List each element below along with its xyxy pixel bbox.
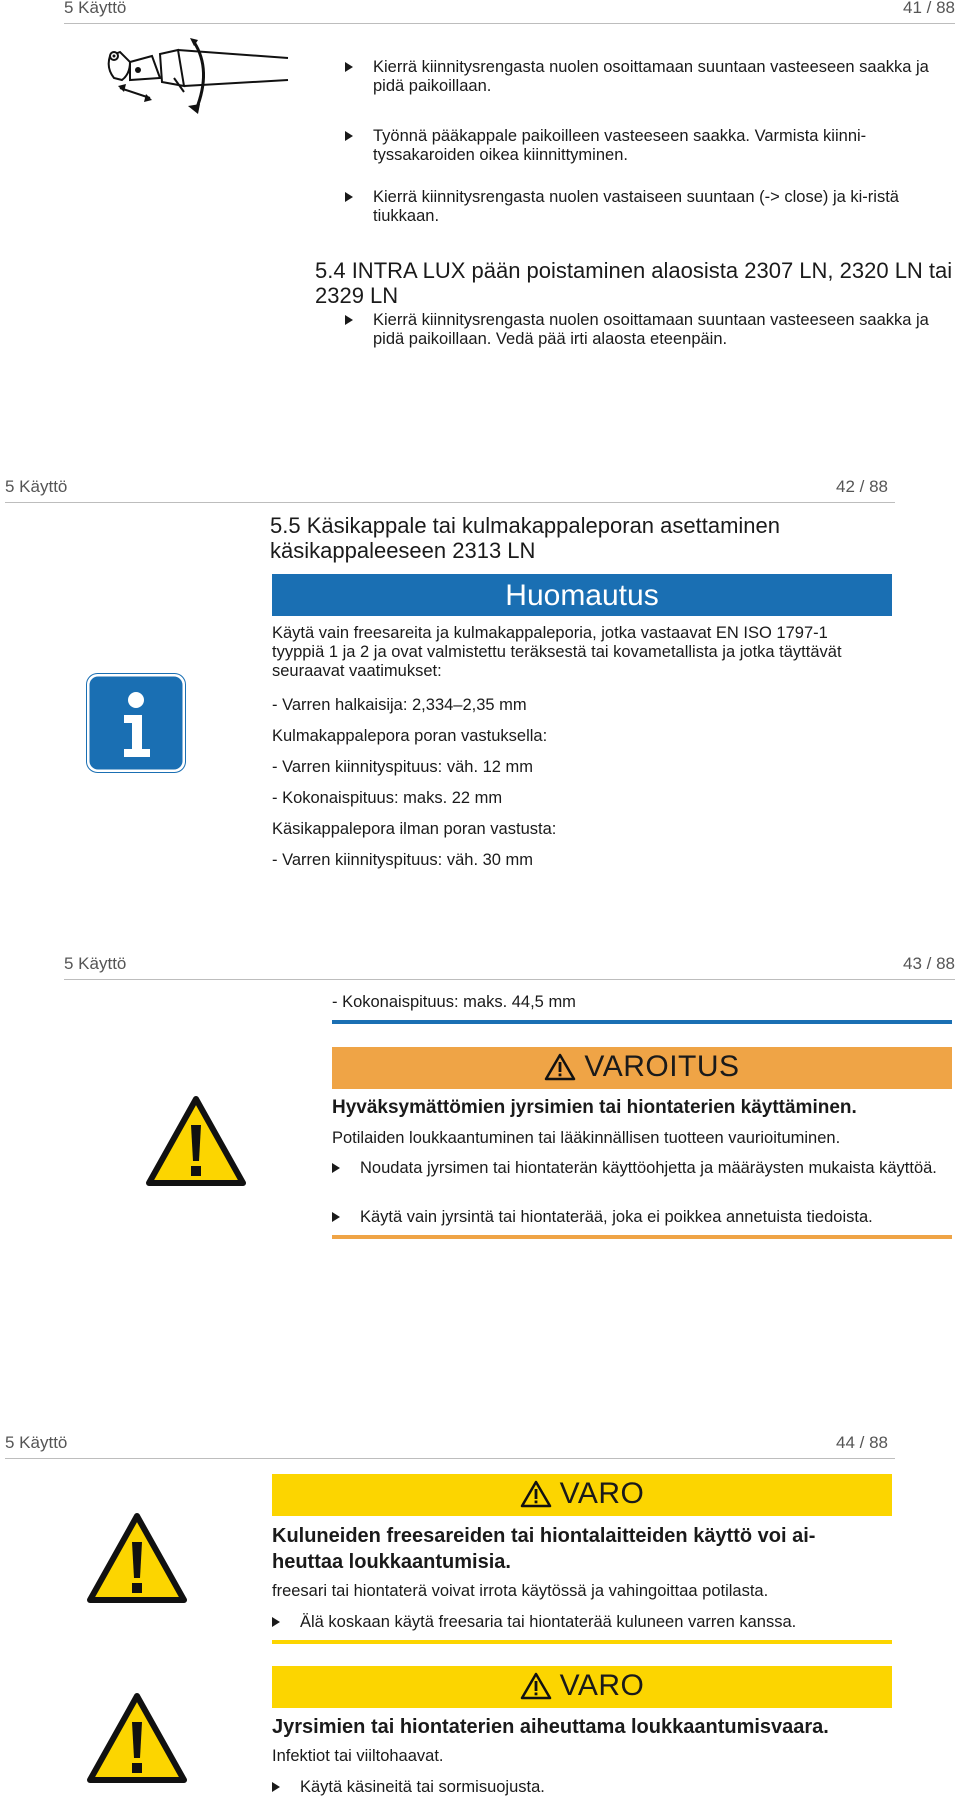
continued-line: - Kokonaispituus: maks. 44,5 mm [332, 993, 576, 1011]
section-heading: 5.5 Käsikappale tai kulmakappaleporan asettaminen käsikappaleeseen 2313 LN [270, 513, 780, 563]
bullet-arrow-icon [345, 192, 353, 202]
list-item: Käytä vain jyrsintä tai hiontaterää, joka ei poikkea annetuista tiedoista. [332, 1208, 952, 1227]
list-item: Kierrä kiinnitysrengasta nuolen osoittamaan suuntaan vasteeseen saakka ja pidä paikoillaan. Vedä pää irti alaosta eteenpäin. [345, 311, 945, 349]
page-header: 5 Käyttö [64, 954, 127, 973]
page-header: 5 Käyttö [5, 1433, 68, 1452]
notice-title-bar: Huomautus [272, 574, 892, 616]
notice-line: - Varren kiinnityspituus: väh. 30 mm [272, 851, 534, 869]
warning-triangle-icon [86, 1512, 188, 1604]
warning-title: VAROITUS [584, 1050, 740, 1083]
list-item: Älä koskaan käytä freesaria tai hiontaterää kuluneen varren kanssa. [272, 1613, 892, 1632]
page-number: 42 / 88 [836, 477, 888, 496]
notice-line: - Kokonaispituus: maks. 22 mm [272, 789, 503, 807]
warning-triangle-icon [86, 1692, 188, 1784]
bullet-arrow-icon [332, 1212, 340, 1222]
warning-text: Potilaiden loukkaantuminen tai lääkinnällisen tuotteen vaurioituminen. [332, 1129, 841, 1147]
warning-title-bar [332, 1047, 952, 1089]
warning-triangle-icon [520, 1672, 552, 1700]
header-divider [64, 979, 955, 980]
caution-end-rule [272, 1640, 892, 1644]
header-divider [5, 1458, 895, 1459]
bullet-arrow-icon [345, 315, 353, 325]
caution-heading: Kuluneiden freesareiden tai hiontalaitteiden käyttö voi ai-heuttaa loukkaantumisia. [272, 1525, 816, 1573]
list-item: Työnnä pääkappale paikoilleen vasteeseen saakka. Varmista kiinni-tyssakaroiden oikea kiinnittyminen. [345, 127, 945, 165]
handpiece-illustration-icon [100, 34, 290, 114]
bullet-arrow-icon [272, 1782, 280, 1792]
caution-title: VARO [559, 1477, 645, 1510]
info-icon [86, 673, 186, 773]
caution-title-bar [272, 1474, 892, 1516]
caution-title: VARO [559, 1669, 645, 1702]
warning-triangle-icon [145, 1095, 247, 1187]
warning-triangle-icon [520, 1480, 552, 1508]
list-item: Noudata jyrsimen tai hiontaterän käyttöohjetta ja määräysten mukaista käyttöä. [332, 1159, 952, 1178]
caution-heading: Jyrsimien tai hiontaterien aiheuttama loukkaantumisvaara. [272, 1716, 829, 1738]
notice-line: Käsikappalepora ilman poran vastusta: [272, 820, 557, 838]
bullet-arrow-icon [332, 1163, 340, 1173]
notice-end-rule [332, 1020, 952, 1024]
header-divider [5, 502, 895, 503]
page-number: 44 / 88 [836, 1433, 888, 1452]
header-divider [64, 23, 955, 24]
bullet-arrow-icon [345, 131, 353, 141]
caution-text: freesari tai hiontaterä voivat irrota käytössä ja vahingoittaa potilasta. [272, 1582, 769, 1600]
warning-heading: Hyväksymättömien jyrsimien tai hiontaterien käyttäminen. [332, 1097, 857, 1118]
warning-triangle-icon [544, 1053, 576, 1081]
page-header: 5 Käyttö [5, 477, 68, 496]
list-item: Kierrä kiinnitysrengasta nuolen osoittamaan suuntaan vasteeseen saakka ja pidä paikoillaan. [345, 58, 945, 96]
caution-text: Infektiot tai viiltohaavat. [272, 1747, 444, 1765]
notice-line: - Varren halkaisija: 2,334–2,35 mm [272, 696, 527, 714]
page-number: 41 / 88 [903, 0, 955, 17]
bullet-arrow-icon [345, 62, 353, 72]
list-item: Käytä käsineitä tai sormisuojusta. [272, 1778, 892, 1797]
page-number: 43 / 88 [903, 954, 955, 973]
notice-line: Kulmakappalepora poran vastuksella: [272, 727, 548, 745]
warning-end-rule [332, 1235, 952, 1239]
notice-line: - Varren kiinnityspituus: väh. 12 mm [272, 758, 534, 776]
notice-intro: Käytä vain freesareita ja kulmakappaleporia, jotka vastaavat EN ISO 1797-1 tyyppiä 1 ja 2 ja ovat valmistettu teräksestä tai kovametallista ja jotka täyttävät seuraavat vaatimukset: [272, 624, 842, 680]
section-heading: 5.4 INTRA LUX pään poistaminen alaosista 2307 LN, 2320 LN tai 2329 LN [315, 258, 953, 308]
bullet-arrow-icon [272, 1617, 280, 1627]
page-header: 5 Käyttö [64, 0, 127, 17]
caution-title-bar [272, 1666, 892, 1708]
list-item: Kierrä kiinnitysrengasta nuolen vastaiseen suuntaan (-> close) ja ki-ristä tiukkaan. [345, 188, 945, 226]
